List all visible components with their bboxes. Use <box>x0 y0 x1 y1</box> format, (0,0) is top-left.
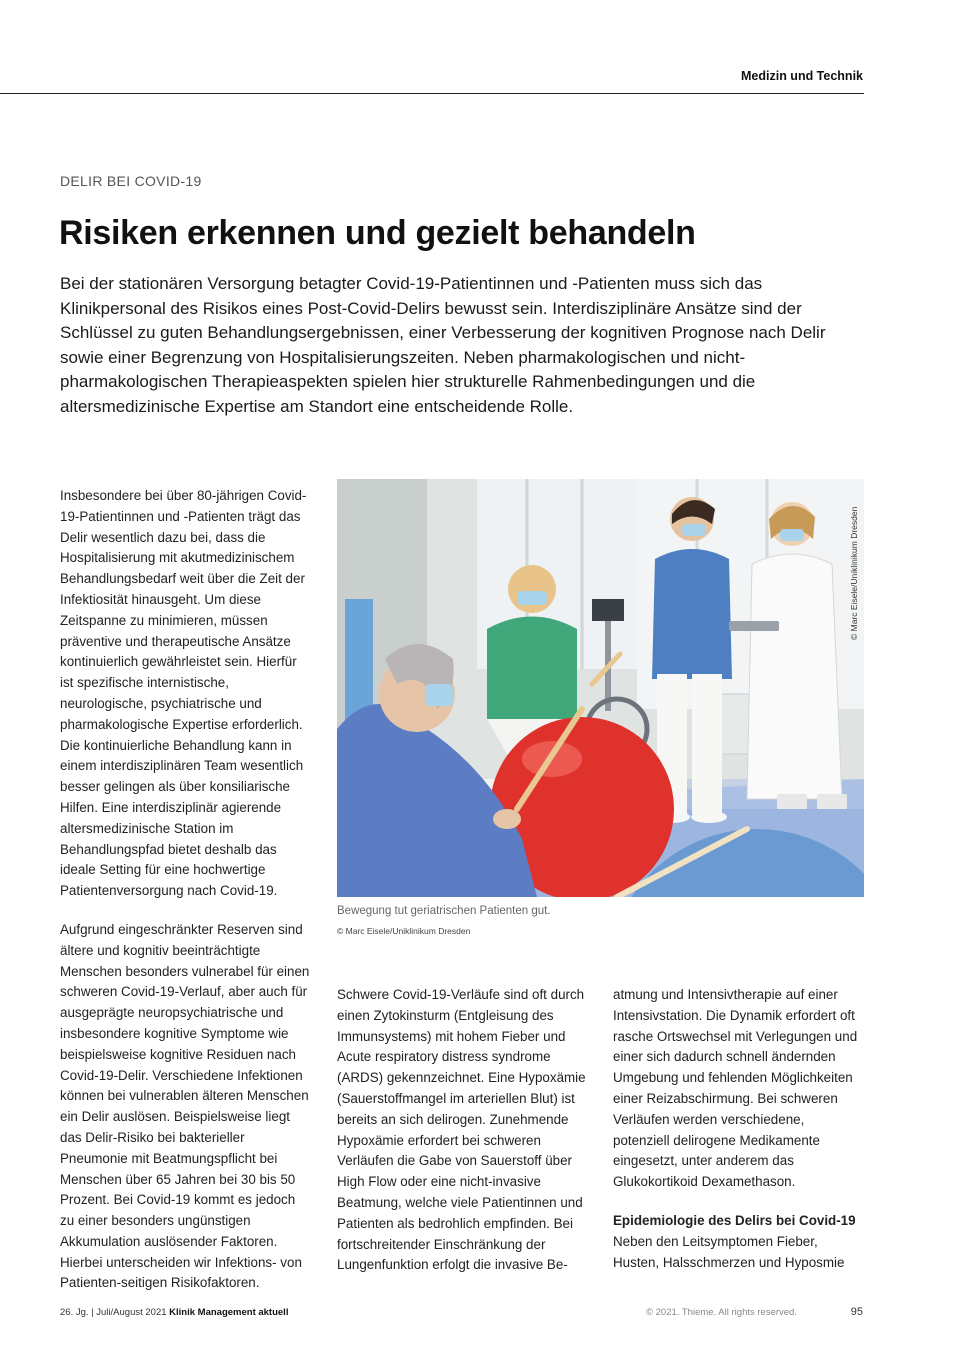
photo-credit: © Marc Eisele/Uniklinikum Dresden <box>337 926 471 936</box>
photo-credit-vertical-text: © Marc Eisele/Uniklinikum Dresden <box>849 506 859 640</box>
article-title: Risiken erkennen und gezielt behandeln <box>59 214 696 252</box>
photo-caption: Bewegung tut geriatrischen Patienten gut. <box>337 905 551 917</box>
section-subheading: Epidemiologie des Delirs bei Covid-19 <box>613 1212 856 1228</box>
section-label: Medizin und Technik <box>741 69 863 83</box>
top-rule <box>0 93 864 94</box>
body-paragraph: atmung und Intensivtherapie auf einer Intensivstation. Die Dynamik erfordert oft rasche Ortswechsel mit Verlegungen und einer sich dadurch schnell ändernden Umgebung und fehlenden Möglichkeiten einer Reizabschirmung. Bei schweren Verläufen werden verschiedene, potenziell delirogene Medikamente eingesetzt, unter anderem das Glukokortikoid Dexamethason. <box>613 987 858 1190</box>
body-column-right <box>613 985 864 1291</box>
page-number: 95 <box>850 1306 863 1318</box>
body-paragraph: Insbesondere bei über 80-jährigen Covid-19-Patientinnen und -Patienten trägt das Delir wesentlich dazu bei, dass die Hospitalisierung mit akutmedizinischem Behandlungsbedarf weit über die Zeit der Infektiosität hinausgeht. Um diese Zeitspanne zu minimieren, müssen präventive und therapeutische Ansätze kontinuierlich gewährleistet sein. Hierfür ist spezifische internistische, neurologische, psychiatrische und pharmakologische Expertise erforderlich. Die kontinuierliche Behandlung kann in einem interdisziplinären Team wesentlich besser gelingen als über konsiliarische Hilfen. Eine interdisziplinär agierende altersmedizinische Station im Behandlungspfad bietet deshalb das ideale Setting für eine hochwertige Patientenversorgung nach Covid-19. <box>60 488 307 899</box>
article-kicker: DELIR BEI COVID-19 <box>60 173 202 189</box>
body-column-left <box>60 486 310 1312</box>
photo-illustration <box>337 479 864 897</box>
article-lead: Bei der stationären Versorgung betagter Covid-19-Patientinnen und -Patienten muss sich das Klinikpersonal des Risikos eines Post-Covid-Delirs bewusst sein. Interdisziplinäre Ansätze sind der Schlüssel zu guten Behandlungsergebnissen, einer Verbesserung der kognitiven Prognose nach Delir sowie einer Begrenzung von Hospitalisierungszeiten. Neben pharmakologischen und nicht-pharmakologischen Therapieaspekten spielen hier strukturelle Rahmenbedingungen und die altersmedizinische Expertise am Standort eine entscheidende Rolle. <box>60 274 826 416</box>
body-column-middle <box>337 985 587 1294</box>
photo-credit-vertical <box>849 490 863 640</box>
article-photo <box>337 479 864 897</box>
body-paragraph: Aufgrund eingeschränkter Reserven sind ältere und kognitiv beeinträchtigte Menschen besonders vulnerabel für einen schweren Covid-19-Verlauf, aber auch für ausgeprägte neuropsychiatrische und insbesondere kognitive Symptome wie beispielsweise kognitive Residuen nach Covid-19-Delir. Verschiedene Infektionen können bei vulnerablen älteren Menschen ein Delir auslösen. Beispielsweise liegt das Delir-Risiko bei bakterieller Pneumonie mit Beatmungspflicht bei Menschen über 65 Jahren bei 30 bis 50 Prozent. Bei Covid-19 kommt es jedoch zu einer besonders ungünstigen Akkumulation auslösender Faktoren. Hierbei unterscheiden wir Infektions- von Patienten-seitigen Risikofaktoren. <box>60 921 310 1291</box>
footer-copyright: © 2021. Thieme. All rights reserved. <box>646 1307 797 1318</box>
footer-journal-name: Klinik Management aktuell <box>169 1307 289 1318</box>
footer-issue-date: 26. Jg. | Juli/August 2021 <box>60 1307 167 1318</box>
body-paragraph: Schwere Covid-19-Verläufe sind oft durch einen Zytokinsturm (Entgleisung des Immunsystems) mit hohem Fieber und Acute respiratory distress syndrome (ARDS) gekennzeichnet. Eine Hypoxämie (Sauerstoffmangel im arteriellen Blut) ist bereits an sich delirogen. Zunehmende Hypoxämie erfordert bei schweren Verläufen die Gabe von Sauerstoff über High Flow oder eine nicht-invasive Beatmung, welche viele Patientinnen und Patienten als bedrohlich empfinden. Bei fortschreitender Einschränkung der Lungenfunktion erfolgt die invasive Be- <box>337 987 586 1273</box>
footer-issue <box>60 1307 288 1318</box>
body-paragraph: Neben den Leitsymptomen Fieber, Husten, Halsschmerzen und Hyposmie <box>613 1233 845 1270</box>
